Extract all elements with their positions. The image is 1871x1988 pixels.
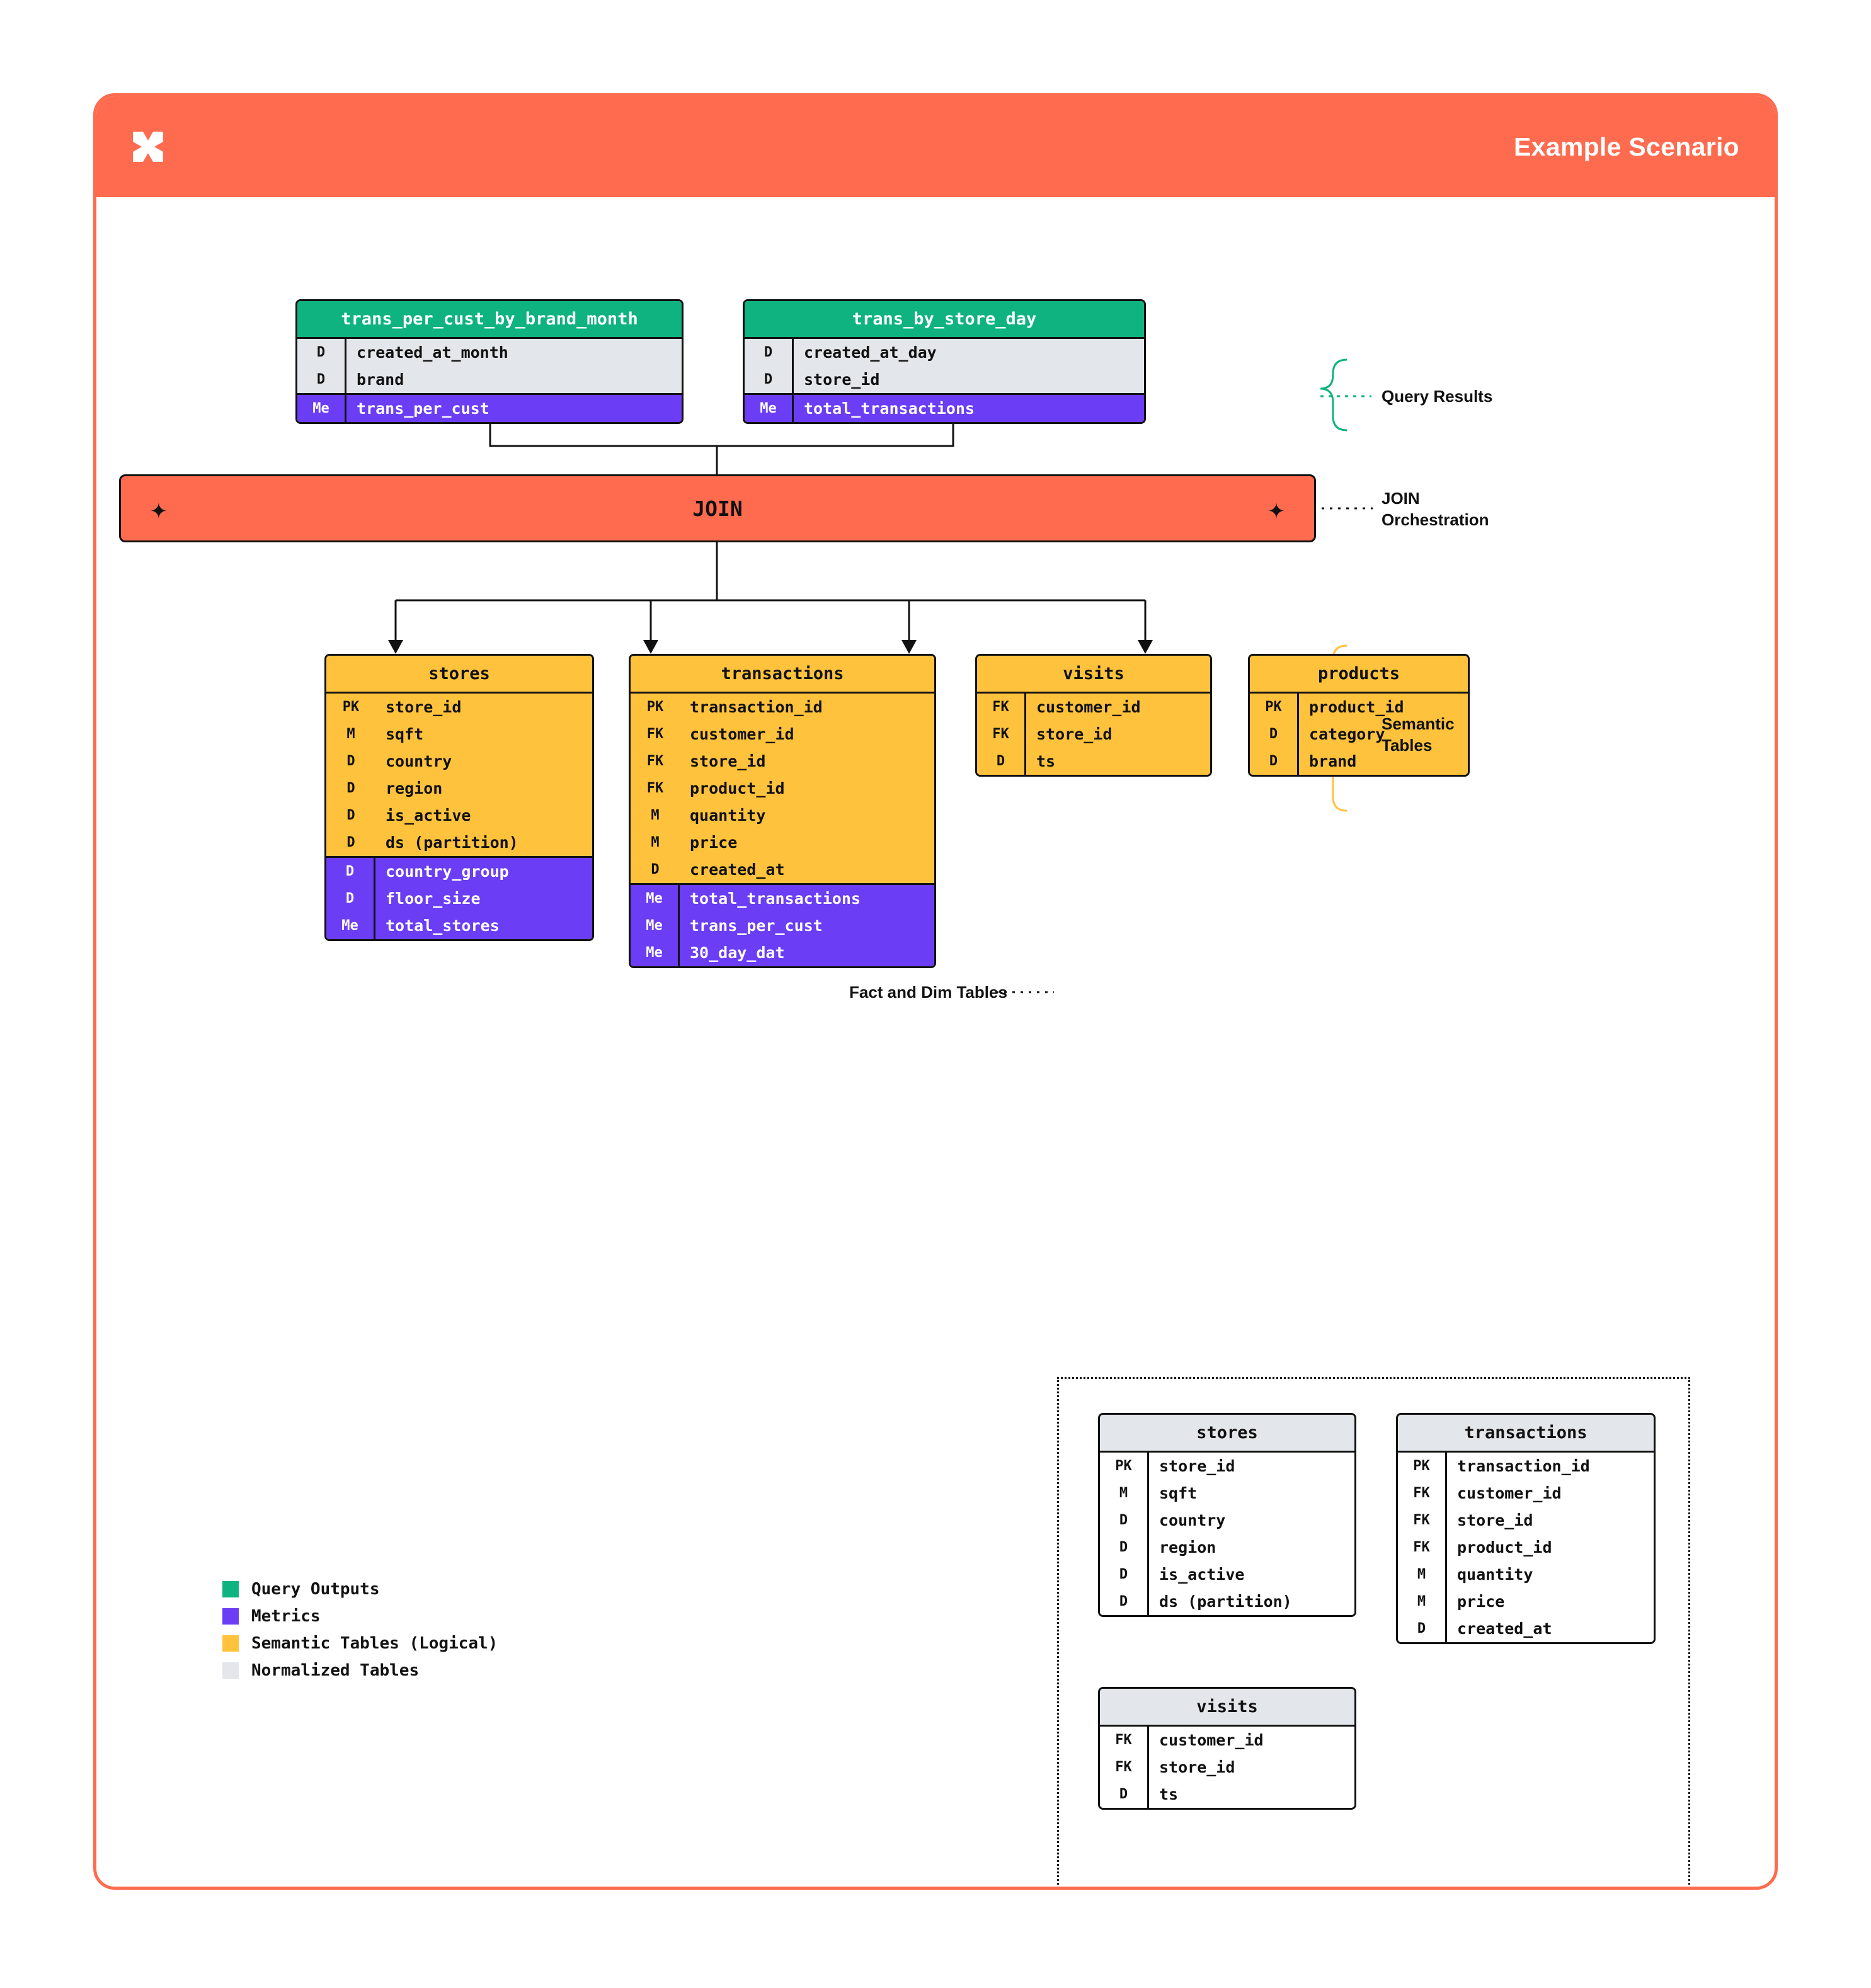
field-kind: PK xyxy=(1100,1453,1149,1480)
field-kind: M xyxy=(651,808,660,823)
table-body xyxy=(1398,1453,1654,1642)
annotation-fact-and-dim: Fact and Dim Tables xyxy=(849,983,1007,1002)
table-row xyxy=(631,885,934,912)
table-row xyxy=(326,885,592,912)
table-body xyxy=(1100,1453,1354,1615)
annotation-join-line1: JOIN xyxy=(1382,489,1420,508)
field-name: store_id xyxy=(1457,1511,1533,1529)
join-orchestration-bar[interactable] xyxy=(119,474,1316,542)
table-row xyxy=(326,748,592,775)
table-row xyxy=(1100,1480,1354,1507)
field-name: ds (partition) xyxy=(1159,1592,1292,1611)
field-name: quantity xyxy=(690,806,766,825)
field-name: ts xyxy=(1159,1785,1179,1803)
field-name: created_at_month xyxy=(357,343,508,362)
field-kind: Me xyxy=(631,912,680,939)
table-row xyxy=(745,339,1144,366)
field-name: 30_day_dat xyxy=(690,944,785,962)
annotation-semantic-tables xyxy=(1382,714,1455,757)
field-name: sqft xyxy=(1159,1484,1198,1502)
table-row xyxy=(1100,1727,1354,1754)
field-name: total_stores xyxy=(386,917,500,935)
table-header: visits xyxy=(977,656,1210,694)
legend-swatch-query-outputs xyxy=(222,1581,239,1597)
field-kind: M xyxy=(1398,1588,1447,1615)
field-name: is_active xyxy=(386,806,471,825)
table-row xyxy=(631,802,934,829)
legend-label: Semantic Tables (Logical) xyxy=(251,1634,498,1653)
table-row xyxy=(745,395,1144,422)
table-header: trans_per_cust_by_brand_month xyxy=(297,301,682,339)
table-row xyxy=(326,721,592,748)
annotation-join-orchestration xyxy=(1382,488,1489,531)
query-result-card xyxy=(295,299,684,424)
field-kind: FK xyxy=(1398,1507,1447,1534)
field-name: total_transactions xyxy=(804,399,975,418)
metrics-block xyxy=(745,393,1144,422)
legend-label: Normalized Tables xyxy=(251,1661,420,1680)
field-kind: M xyxy=(1100,1480,1149,1507)
field-kind: M xyxy=(1398,1561,1447,1588)
field-name: customer_id xyxy=(1036,698,1141,716)
table-row xyxy=(631,748,934,775)
legend xyxy=(222,1580,498,1688)
field-kind: M xyxy=(651,835,660,850)
table-header: trans_by_store_day xyxy=(745,301,1144,339)
metrics-block xyxy=(297,393,682,422)
table-row xyxy=(1100,1754,1354,1781)
table-row xyxy=(1398,1615,1654,1642)
table-row xyxy=(631,829,934,856)
table-row xyxy=(326,829,592,856)
sparkle-icon: ✦ xyxy=(1267,491,1285,525)
logo-mark-icon xyxy=(124,123,172,171)
field-name: brand xyxy=(357,370,404,389)
table-row xyxy=(977,721,1210,748)
field-kind: FK xyxy=(977,694,1026,721)
field-kind: D xyxy=(745,339,794,366)
table-row xyxy=(1398,1588,1654,1615)
field-name: store_id xyxy=(804,370,880,389)
semantic-table-stores xyxy=(324,654,594,941)
field-kind: D xyxy=(346,808,355,823)
table-row xyxy=(1100,1561,1354,1588)
table-header: transactions xyxy=(1398,1415,1654,1453)
diagram-frame xyxy=(93,93,1778,1890)
normalized-table-transactions xyxy=(1396,1413,1656,1644)
table-header: stores xyxy=(326,656,592,694)
field-name: created_at_day xyxy=(804,343,937,362)
table-row xyxy=(326,775,592,802)
field-kind: FK xyxy=(1100,1754,1149,1781)
field-kind: FK xyxy=(646,726,664,742)
table-header: products xyxy=(1250,656,1468,694)
field-kind: D xyxy=(346,780,355,796)
table-body xyxy=(1100,1727,1354,1808)
field-kind: D xyxy=(745,366,794,393)
field-name: product_id xyxy=(690,779,785,797)
field-kind: D xyxy=(1100,1588,1149,1615)
annotation-query-results: Query Results xyxy=(1382,387,1493,406)
table-row xyxy=(297,339,682,366)
sparkle-icon: ✦ xyxy=(150,491,168,525)
field-name: transaction_id xyxy=(1457,1457,1590,1475)
diagram-canvas xyxy=(96,197,1775,1885)
field-kind: D xyxy=(1100,1534,1149,1561)
join-label: JOIN xyxy=(692,496,743,521)
field-name: customer_id xyxy=(1159,1731,1264,1749)
field-kind: D xyxy=(297,366,346,393)
legend-label: Query Outputs xyxy=(251,1580,380,1599)
table-row xyxy=(1100,1588,1354,1615)
field-name: floor_size xyxy=(386,889,481,908)
field-kind: D xyxy=(326,858,375,885)
field-kind: Me xyxy=(297,395,346,422)
field-kind: M xyxy=(346,726,355,742)
field-name: store_id xyxy=(690,752,766,770)
table-row xyxy=(631,912,934,939)
table-row xyxy=(977,694,1210,721)
field-name: price xyxy=(1457,1592,1505,1611)
field-kind: D xyxy=(1100,1781,1149,1808)
field-kind: D xyxy=(977,748,1026,775)
annotation-semantic-line1: Semantic xyxy=(1382,714,1455,733)
table-row xyxy=(1100,1507,1354,1534)
table-row xyxy=(1398,1507,1654,1534)
legend-item xyxy=(222,1580,498,1599)
metrics-block xyxy=(326,856,592,939)
legend-label: Metrics xyxy=(251,1607,321,1626)
field-kind: FK xyxy=(1398,1480,1447,1507)
field-kind: PK xyxy=(1398,1453,1447,1480)
field-name: customer_id xyxy=(1457,1484,1562,1502)
field-name: store_id xyxy=(1036,725,1113,743)
field-kind: D xyxy=(326,885,375,912)
table-row xyxy=(1398,1534,1654,1561)
field-kind: PK xyxy=(342,699,360,715)
field-kind: D xyxy=(1100,1561,1149,1588)
field-kind: D xyxy=(297,339,346,366)
field-kind: PK xyxy=(646,699,664,715)
table-header: stores xyxy=(1100,1415,1354,1453)
annotation-join-line2: Orchestration xyxy=(1382,510,1489,529)
legend-item xyxy=(222,1607,498,1626)
field-name: store_id xyxy=(386,698,462,716)
table-row xyxy=(326,858,592,885)
field-kind: FK xyxy=(646,780,664,796)
table-row xyxy=(631,939,934,966)
table-row xyxy=(745,366,1144,393)
legend-item xyxy=(222,1634,498,1653)
title-bar xyxy=(96,96,1775,197)
field-kind: D xyxy=(346,753,355,769)
legend-item xyxy=(222,1661,498,1680)
field-name: ds (partition) xyxy=(386,833,518,852)
field-kind: D xyxy=(346,835,355,850)
metrics-block xyxy=(631,883,934,966)
table-row xyxy=(631,694,934,721)
table-body xyxy=(631,694,934,883)
normalized-table-stores xyxy=(1098,1413,1356,1617)
field-name: country xyxy=(1159,1511,1226,1529)
table-row xyxy=(1100,1453,1354,1480)
table-row xyxy=(326,912,592,939)
table-body xyxy=(297,339,682,393)
table-row xyxy=(1100,1534,1354,1561)
table-header: visits xyxy=(1100,1689,1354,1727)
field-name: product_id xyxy=(1457,1538,1552,1557)
field-name: sqft xyxy=(386,725,424,743)
field-kind: FK xyxy=(1398,1534,1447,1561)
field-name: price xyxy=(690,833,738,852)
table-row xyxy=(977,748,1210,775)
table-row xyxy=(1398,1561,1654,1588)
page-title: Example Scenario xyxy=(1513,132,1739,161)
field-name: is_active xyxy=(1159,1565,1245,1584)
table-row xyxy=(297,395,682,422)
field-kind: FK xyxy=(1100,1727,1149,1754)
field-name: customer_id xyxy=(690,725,794,743)
field-name: transaction_id xyxy=(690,698,823,716)
table-body xyxy=(326,694,592,856)
query-result-card xyxy=(743,299,1146,424)
table-row xyxy=(631,856,934,883)
field-name: trans_per_cust xyxy=(690,917,823,935)
field-kind: FK xyxy=(646,753,664,769)
table-header: transactions xyxy=(631,656,934,694)
table-row xyxy=(1398,1453,1654,1480)
semantic-table-visits xyxy=(975,654,1212,777)
field-name: category xyxy=(1309,725,1385,743)
field-name: country xyxy=(386,752,452,770)
annotation-semantic-line2: Tables xyxy=(1382,735,1433,755)
field-name: quantity xyxy=(1457,1565,1533,1584)
field-kind: Me xyxy=(631,939,680,966)
field-kind: FK xyxy=(977,721,1026,748)
field-kind: D xyxy=(1250,721,1299,748)
legend-swatch-semantic-tables xyxy=(222,1635,239,1652)
field-kind: Me xyxy=(745,395,794,422)
table-row xyxy=(1100,1781,1354,1808)
field-kind: PK xyxy=(1250,694,1299,721)
table-row xyxy=(297,366,682,393)
table-row xyxy=(326,694,592,721)
field-kind: Me xyxy=(326,912,375,939)
table-row xyxy=(326,802,592,829)
field-name: region xyxy=(1159,1538,1216,1557)
field-name: country_group xyxy=(386,862,509,881)
field-name: total_transactions xyxy=(690,889,861,908)
field-name: region xyxy=(386,779,443,797)
field-kind: D xyxy=(1100,1507,1149,1534)
field-name: brand xyxy=(1309,752,1357,770)
field-name: created_at xyxy=(690,860,785,879)
table-row xyxy=(631,721,934,748)
field-kind: D xyxy=(1398,1615,1447,1642)
table-row xyxy=(1398,1480,1654,1507)
field-name: store_id xyxy=(1159,1758,1235,1776)
field-name: product_id xyxy=(1309,698,1404,716)
table-body xyxy=(977,694,1210,775)
field-kind: Me xyxy=(631,885,680,912)
table-row xyxy=(631,775,934,802)
field-kind: D xyxy=(651,862,660,877)
legend-swatch-normalized-tables xyxy=(222,1662,239,1679)
semantic-table-transactions xyxy=(629,654,936,968)
table-body xyxy=(745,339,1144,393)
normalized-table-visits xyxy=(1098,1687,1356,1810)
field-name: trans_per_cust xyxy=(357,399,489,418)
field-kind: D xyxy=(1250,748,1299,775)
field-name: store_id xyxy=(1159,1457,1235,1475)
field-name: ts xyxy=(1036,752,1056,770)
field-name: created_at xyxy=(1457,1620,1552,1638)
legend-swatch-metrics xyxy=(222,1608,239,1625)
